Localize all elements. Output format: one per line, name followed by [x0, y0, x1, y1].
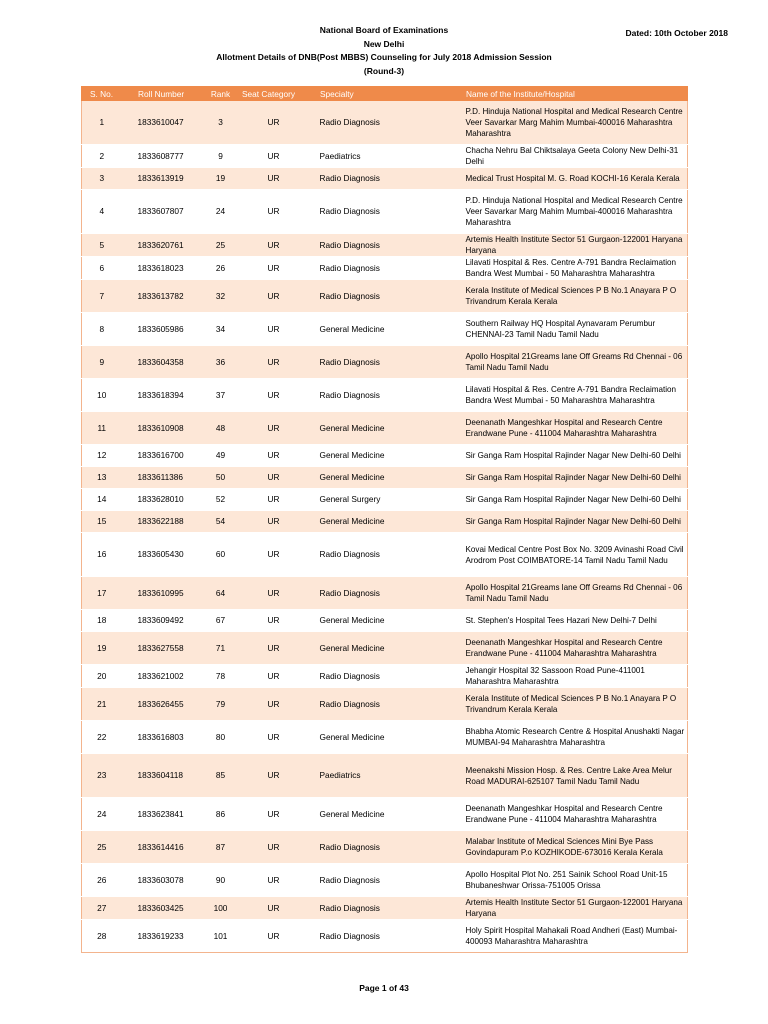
cell-seat-category: UR: [240, 190, 316, 234]
cell-sno: 10: [82, 379, 122, 412]
cell-sno: 24: [82, 798, 122, 831]
cell-institute: Sir Ganga Ram Hospital Rajinder Nagar New Delhi-60 Delhi: [462, 511, 688, 533]
cell-roll-number: 1833604358: [122, 346, 202, 379]
table-row: [82, 257, 688, 280]
cell-rank: 24: [202, 190, 240, 234]
cell-sno: 6: [82, 257, 122, 280]
cell-roll-number: 1833616700: [122, 445, 202, 467]
cell-specialty: Radio Diagnosis: [316, 346, 462, 379]
cell-specialty: Radio Diagnosis: [316, 577, 462, 610]
org-name: National Board of Examinations: [319, 25, 449, 35]
table-row: [82, 688, 688, 721]
cell-sno: 4: [82, 190, 122, 234]
cell-seat-category: UR: [240, 379, 316, 412]
column-header-institute: Name of the Institute/Hospital: [462, 87, 688, 101]
cell-sno: 1: [82, 101, 122, 145]
cell-institute: Bhabha Atomic Research Centre & Hospital Anushakti Nagar MUMBAI-94 Maharashtra Maharashtra: [462, 721, 688, 754]
cell-rank: 54: [202, 511, 240, 533]
cell-seat-category: UR: [240, 920, 316, 953]
cell-specialty: General Medicine: [316, 632, 462, 665]
cell-specialty: General Medicine: [316, 511, 462, 533]
cell-seat-category: UR: [240, 577, 316, 610]
cell-roll-number: 1833616803: [122, 721, 202, 754]
cell-specialty: Radio Diagnosis: [316, 168, 462, 190]
cell-institute: Jehangir Hospital 32 Sassoon Road Pune-411001 Maharashtra Maharashtra: [462, 665, 688, 688]
cell-roll-number: 1833627558: [122, 632, 202, 665]
cell-specialty: Paediatrics: [316, 145, 462, 168]
table-row: [82, 721, 688, 754]
cell-rank: 71: [202, 632, 240, 665]
cell-specialty: Paediatrics: [316, 754, 462, 798]
cell-rank: 86: [202, 798, 240, 831]
cell-institute: Apollo Hospital Plot No. 251 Sainik School Road Unit-15 Bhubaneshwar Orissa-751005 Orissa: [462, 864, 688, 897]
cell-seat-category: UR: [240, 632, 316, 665]
cell-rank: 85: [202, 754, 240, 798]
cell-sno: 9: [82, 346, 122, 379]
cell-institute: Deenanath Mangeshkar Hospital and Research Centre Erandwane Pune - 411004 Maharashtra Maharashtra: [462, 412, 688, 445]
cell-specialty: Radio Diagnosis: [316, 920, 462, 953]
cell-specialty: Radio Diagnosis: [316, 688, 462, 721]
cell-sno: 25: [82, 831, 122, 864]
cell-institute: Artemis Health Institute Sector 51 Gurgaon-122001 Haryana Haryana: [462, 234, 688, 257]
cell-institute: St. Stephen's Hospital Tees Hazari New Delhi-7 Delhi: [462, 610, 688, 632]
cell-seat-category: UR: [240, 721, 316, 754]
cell-sno: 19: [82, 632, 122, 665]
cell-seat-category: UR: [240, 798, 316, 831]
cell-specialty: Radio Diagnosis: [316, 257, 462, 280]
table-row: [82, 168, 688, 190]
cell-specialty: Radio Diagnosis: [316, 831, 462, 864]
cell-specialty: Radio Diagnosis: [316, 280, 462, 313]
cell-specialty: General Surgery: [316, 489, 462, 511]
cell-seat-category: UR: [240, 533, 316, 577]
table-row: [82, 864, 688, 897]
table-row: [82, 445, 688, 467]
cell-institute: Kerala Institute of Medical Sciences P B No.1 Anayara P O Trivandrum Kerala Kerala: [462, 688, 688, 721]
cell-roll-number: 1833603425: [122, 897, 202, 920]
column-header-roll-number: Roll Number: [122, 87, 202, 101]
cell-seat-category: UR: [240, 101, 316, 145]
cell-institute: Chacha Nehru Bal Chiktsalaya Geeta Colony New Delhi-31 Delhi: [462, 145, 688, 168]
cell-roll-number: 1833610908: [122, 412, 202, 445]
cell-seat-category: UR: [240, 346, 316, 379]
cell-roll-number: 1833611386: [122, 467, 202, 489]
cell-roll-number: 1833607807: [122, 190, 202, 234]
table-row: [82, 610, 688, 632]
table-row: [82, 577, 688, 610]
cell-rank: 36: [202, 346, 240, 379]
cell-roll-number: 1833609492: [122, 610, 202, 632]
cell-roll-number: 1833608777: [122, 145, 202, 168]
cell-seat-category: UR: [240, 897, 316, 920]
cell-roll-number: 1833618023: [122, 257, 202, 280]
cell-institute: Southern Railway HQ Hospital Aynavaram Perumbur CHENNAI-23 Tamil Nadu Tamil Nadu: [462, 313, 688, 346]
cell-rank: 3: [202, 101, 240, 145]
cell-sno: 2: [82, 145, 122, 168]
cell-rank: 34: [202, 313, 240, 346]
cell-institute: P.D. Hinduja National Hospital and Medical Research Centre Veer Savarkar Marg Mahim Mumbai-400016 Maharashtra Maharashtra: [462, 190, 688, 234]
table-row: [82, 313, 688, 346]
cell-roll-number: 1833613919: [122, 168, 202, 190]
cell-seat-category: UR: [240, 831, 316, 864]
cell-seat-category: UR: [240, 754, 316, 798]
table-row: [82, 897, 688, 920]
cell-roll-number: 1833626455: [122, 688, 202, 721]
cell-sno: 7: [82, 280, 122, 313]
cell-rank: 50: [202, 467, 240, 489]
cell-specialty: General Medicine: [316, 467, 462, 489]
table-row: [82, 754, 688, 798]
cell-roll-number: 1833610995: [122, 577, 202, 610]
cell-sno: 21: [82, 688, 122, 721]
document-title: Allotment Details of DNB(Post MBBS) Counseling for July 2018 Admission Session: [216, 52, 552, 62]
cell-institute: Artemis Health Institute Sector 51 Gurgaon-122001 Haryana Haryana: [462, 897, 688, 920]
cell-seat-category: UR: [240, 489, 316, 511]
cell-rank: 79: [202, 688, 240, 721]
cell-specialty: General Medicine: [316, 798, 462, 831]
cell-specialty: Radio Diagnosis: [316, 234, 462, 257]
cell-sno: 28: [82, 920, 122, 953]
org-location: New Delhi: [363, 38, 405, 49]
cell-specialty: Radio Diagnosis: [316, 864, 462, 897]
cell-roll-number: 1833621002: [122, 665, 202, 688]
cell-rank: 80: [202, 721, 240, 754]
cell-rank: 64: [202, 577, 240, 610]
table-row: [82, 234, 688, 257]
cell-specialty: General Medicine: [316, 412, 462, 445]
cell-seat-category: UR: [240, 313, 316, 346]
cell-sno: 27: [82, 897, 122, 920]
cell-institute: Holy Spirit Hospital Mahakali Road Andheri (East) Mumbai-400093 Maharashtra Maharashtra: [462, 920, 688, 953]
cell-roll-number: 1833623841: [122, 798, 202, 831]
cell-specialty: Radio Diagnosis: [316, 190, 462, 234]
cell-sno: 22: [82, 721, 122, 754]
cell-institute: P.D. Hinduja National Hospital and Medical Research Centre Veer Savarkar Marg Mahim Mumbai-400016 Maharashtra Maharashtra: [462, 101, 688, 145]
cell-specialty: General Medicine: [316, 721, 462, 754]
cell-sno: 17: [82, 577, 122, 610]
cell-roll-number: 1833622188: [122, 511, 202, 533]
table-row: [82, 379, 688, 412]
cell-rank: 100: [202, 897, 240, 920]
cell-specialty: Radio Diagnosis: [316, 897, 462, 920]
cell-specialty: Radio Diagnosis: [316, 379, 462, 412]
cell-roll-number: 1833619233: [122, 920, 202, 953]
cell-specialty: Radio Diagnosis: [316, 533, 462, 577]
cell-roll-number: 1833605986: [122, 313, 202, 346]
cell-specialty: Radio Diagnosis: [316, 101, 462, 145]
cell-roll-number: 1833604118: [122, 754, 202, 798]
cell-seat-category: UR: [240, 257, 316, 280]
table-row: [82, 489, 688, 511]
cell-sno: 12: [82, 445, 122, 467]
cell-seat-category: UR: [240, 688, 316, 721]
cell-rank: 9: [202, 145, 240, 168]
cell-institute: Lilavati Hospital & Res. Centre A-791 Bandra Reclaimation Bandra West Mumbai - 50 Maharashtra Maharashtra: [462, 257, 688, 280]
cell-rank: 60: [202, 533, 240, 577]
cell-rank: 25: [202, 234, 240, 257]
column-header-seat-category: Seat Category: [240, 87, 316, 101]
page-number: Page 1 of 43: [359, 983, 409, 993]
cell-sno: 13: [82, 467, 122, 489]
table-row: [82, 665, 688, 688]
cell-rank: 101: [202, 920, 240, 953]
cell-seat-category: UR: [240, 511, 316, 533]
cell-sno: 14: [82, 489, 122, 511]
cell-sno: 5: [82, 234, 122, 257]
round-label: (Round-3): [363, 65, 405, 76]
allotment-table: [81, 86, 688, 953]
cell-specialty: General Medicine: [316, 445, 462, 467]
column-header-sno: S. No.: [82, 87, 122, 101]
cell-sno: 11: [82, 412, 122, 445]
cell-institute: Medical Trust Hospital M. G. Road KOCHI-16 Kerala Kerala: [462, 168, 688, 190]
cell-rank: 19: [202, 168, 240, 190]
table-row: [82, 190, 688, 234]
cell-roll-number: 1833610047: [122, 101, 202, 145]
cell-rank: 32: [202, 280, 240, 313]
cell-rank: 48: [202, 412, 240, 445]
cell-institute: Apollo Hospital 21Greams lane Off Greams Rd Chennai - 06 Tamil Nadu Tamil Nadu: [462, 577, 688, 610]
cell-roll-number: 1833620761: [122, 234, 202, 257]
table-row: [82, 831, 688, 864]
cell-seat-category: UR: [240, 234, 316, 257]
table-row: [82, 145, 688, 168]
cell-rank: 78: [202, 665, 240, 688]
table-row: [82, 920, 688, 953]
cell-sno: 18: [82, 610, 122, 632]
cell-institute: Malabar Institute of Medical Sciences Mini Bye Pass Govindapuram P.o KOZHIKODE-673016 Kerala Kerala: [462, 831, 688, 864]
cell-rank: 67: [202, 610, 240, 632]
cell-sno: 3: [82, 168, 122, 190]
cell-seat-category: UR: [240, 610, 316, 632]
table-row: [82, 798, 688, 831]
cell-sno: 23: [82, 754, 122, 798]
cell-seat-category: UR: [240, 467, 316, 489]
cell-rank: 49: [202, 445, 240, 467]
cell-institute: Kovai Medical Centre Post Box No. 3209 Avinashi Road Civil Arodrom Post COIMBATORE-14 Tamil Nadu Tamil Nadu: [462, 533, 688, 577]
column-header-rank: Rank: [202, 87, 240, 101]
cell-rank: 52: [202, 489, 240, 511]
cell-institute: Deenanath Mangeshkar Hospital and Research Centre Erandwane Pune - 411004 Maharashtra Maharashtra: [462, 632, 688, 665]
cell-specialty: General Medicine: [316, 610, 462, 632]
cell-roll-number: 1833603078: [122, 864, 202, 897]
table-row: [82, 412, 688, 445]
table-row: [82, 632, 688, 665]
table-header-row: [82, 87, 688, 101]
cell-rank: 37: [202, 379, 240, 412]
cell-institute: Meenakshi Mission Hosp. & Res. Centre Lake Area Melur Road MADURAI-625107 Tamil Nadu Tamil Nadu: [462, 754, 688, 798]
cell-seat-category: UR: [240, 145, 316, 168]
cell-roll-number: 1833605430: [122, 533, 202, 577]
cell-seat-category: UR: [240, 665, 316, 688]
cell-institute: Sir Ganga Ram Hospital Rajinder Nagar New Delhi-60 Delhi: [462, 445, 688, 467]
table-row: [82, 346, 688, 379]
cell-specialty: General Medicine: [316, 313, 462, 346]
cell-roll-number: 1833628010: [122, 489, 202, 511]
cell-sno: 16: [82, 533, 122, 577]
cell-sno: 15: [82, 511, 122, 533]
cell-sno: 26: [82, 864, 122, 897]
cell-rank: 87: [202, 831, 240, 864]
cell-seat-category: UR: [240, 168, 316, 190]
cell-seat-category: UR: [240, 864, 316, 897]
cell-specialty: Radio Diagnosis: [316, 665, 462, 688]
cell-roll-number: 1833618394: [122, 379, 202, 412]
table-row: [82, 533, 688, 577]
cell-roll-number: 1833614416: [122, 831, 202, 864]
cell-institute: Lilavati Hospital & Res. Centre A-791 Bandra Reclaimation Bandra West Mumbai - 50 Maharashtra Maharashtra: [462, 379, 688, 412]
cell-institute: Kerala Institute of Medical Sciences P B No.1 Anayara P O Trivandrum Kerala Kerala: [462, 280, 688, 313]
cell-sno: 8: [82, 313, 122, 346]
date-label: Dated: 10th October 2018: [625, 28, 728, 38]
cell-rank: 26: [202, 257, 240, 280]
column-header-specialty: Specialty: [316, 87, 462, 101]
table-row: [82, 280, 688, 313]
cell-institute: Sir Ganga Ram Hospital Rajinder Nagar New Delhi-60 Delhi: [462, 489, 688, 511]
table-row: [82, 511, 688, 533]
cell-seat-category: UR: [240, 412, 316, 445]
cell-institute: Apollo Hospital 21Greams lane Off Greams Rd Chennai - 06 Tamil Nadu Tamil Nadu: [462, 346, 688, 379]
cell-institute: Sir Ganga Ram Hospital Rajinder Nagar New Delhi-60 Delhi: [462, 467, 688, 489]
cell-seat-category: UR: [240, 280, 316, 313]
table-row: [82, 101, 688, 145]
cell-sno: 20: [82, 665, 122, 688]
cell-institute: Deenanath Mangeshkar Hospital and Research Centre Erandwane Pune - 411004 Maharashtra Maharashtra: [462, 798, 688, 831]
cell-roll-number: 1833613782: [122, 280, 202, 313]
table-row: [82, 467, 688, 489]
cell-seat-category: UR: [240, 445, 316, 467]
cell-rank: 90: [202, 864, 240, 897]
